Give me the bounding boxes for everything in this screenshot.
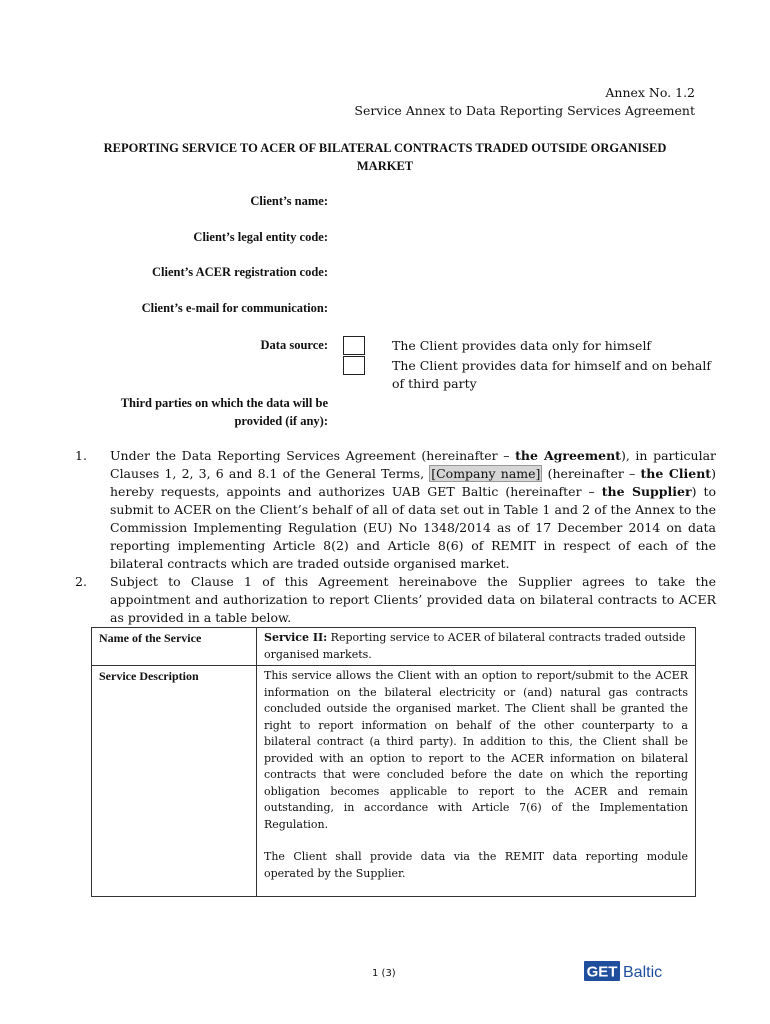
term-supplier: the Supplier xyxy=(601,484,692,499)
legal-entity-code-label: Client’s legal entity code: xyxy=(193,230,328,244)
clause-1-text-c: ), in particular Clauses 1, 2, 3, 6 and 8.1 of the General Terms, xyxy=(110,448,717,481)
table-row xyxy=(92,666,696,897)
service-description-value xyxy=(257,666,696,897)
annex-number: Annex No. 1.2 xyxy=(605,85,695,100)
third-parties-label-line-2: provided (if any): xyxy=(234,414,328,428)
service-description-label: Service Description xyxy=(92,666,257,897)
clause-1-number: 1. xyxy=(75,448,87,463)
logo-get-text: GET xyxy=(586,963,618,981)
company-name-placeholder[interactable]: [Company name] xyxy=(431,466,541,481)
email-label: Client’s e-mail for communication: xyxy=(141,301,328,315)
clause-1 xyxy=(110,447,716,573)
term-client: the Client xyxy=(640,466,712,481)
acer-code-label: Client’s ACER registration code: xyxy=(151,265,328,279)
clause-1-text-d: (hereinafter – xyxy=(542,466,641,481)
service-id: Service II: xyxy=(264,631,328,644)
service-name-text: Reporting service to ACER of bilateral contracts traded outside organised markets. xyxy=(264,631,686,661)
third-parties-label xyxy=(121,394,328,430)
option-self-only: The Client provides data only for himself xyxy=(392,338,652,353)
table-row xyxy=(92,628,696,666)
data-source-label: Data source: xyxy=(260,338,328,352)
third-parties-label-line-1: Third parties on which the data will be xyxy=(120,396,328,410)
clause-1-text-a: Under the Data Reporting Services Agreement (hereinafter – xyxy=(110,448,516,463)
clause-2: Subject to Clause 1 of this Agreement hereinabove the Supplier agrees to take the appointment and authorization to report Clients’ provided data on bilateral contracts to ACER as provided in a table below. xyxy=(110,574,716,625)
get-baltic-logo xyxy=(584,960,670,982)
checkbox-self-only[interactable] xyxy=(343,336,365,355)
service-description-paragraph-2: The Client shall provide data via the REMIT data reporting module operated by the Supplier. xyxy=(264,850,688,880)
checkbox-self-and-third-party[interactable] xyxy=(343,356,365,375)
term-agreement: the Agreement xyxy=(515,448,621,463)
service-name-value xyxy=(257,628,696,666)
clause-2-number: 2. xyxy=(75,574,87,589)
logo-mark xyxy=(584,960,670,982)
clause-1-text-h: ) to submit to ACER on the Client’s behalf of all of data set out in Table 1 and 2 of the Annex to the Commission Implementing Regulation (EU) No 1348/2014 as of 17 December 2014 on data reporting implementing Article 8(2) and Article 8(6) of REMIT in respect of each of the bilateral contracts which are traded outside organised market. xyxy=(110,484,716,571)
service-table xyxy=(91,627,696,897)
annex-subtitle: Service Annex to Data Reporting Services Agreement xyxy=(354,103,695,118)
logo-baltic-text: Baltic xyxy=(623,964,663,981)
clause-1-text-f: ) hereby requests, appoints and authorizes UAB GET Baltic (hereinafter – xyxy=(110,466,716,499)
title-line-2: MARKET xyxy=(356,159,414,173)
option-self-and-third-party: The Client provides data for himself and on behalf of third party xyxy=(392,358,711,391)
page-number: 1 (3) xyxy=(372,968,396,979)
service-name-label: Name of the Service xyxy=(92,628,257,666)
document-title xyxy=(70,139,700,175)
title-line-1: REPORTING SERVICE TO ACER OF BILATERAL CONTRACTS TRADED OUTSIDE ORGANISED xyxy=(103,141,667,155)
service-description-paragraph-1: This service allows the Client with an option to report/submit to the ACER information on the bilateral electricity or (and) natural gas contracts concluded outside the organised market. The Client shall be granted the right to report information on behalf of the other counterparty to a bilateral contract (a third party). In addition to this, the Client shall be provided with an option to report to the ACER information on bilateral contracts that were concluded before the date on which the reporting obligation becomes applicable to report to the ACER and remain outstanding, in accordance with Article 7(6) of the Implementation Regulation. xyxy=(264,669,688,831)
client-name-label: Client’s name: xyxy=(250,194,328,208)
